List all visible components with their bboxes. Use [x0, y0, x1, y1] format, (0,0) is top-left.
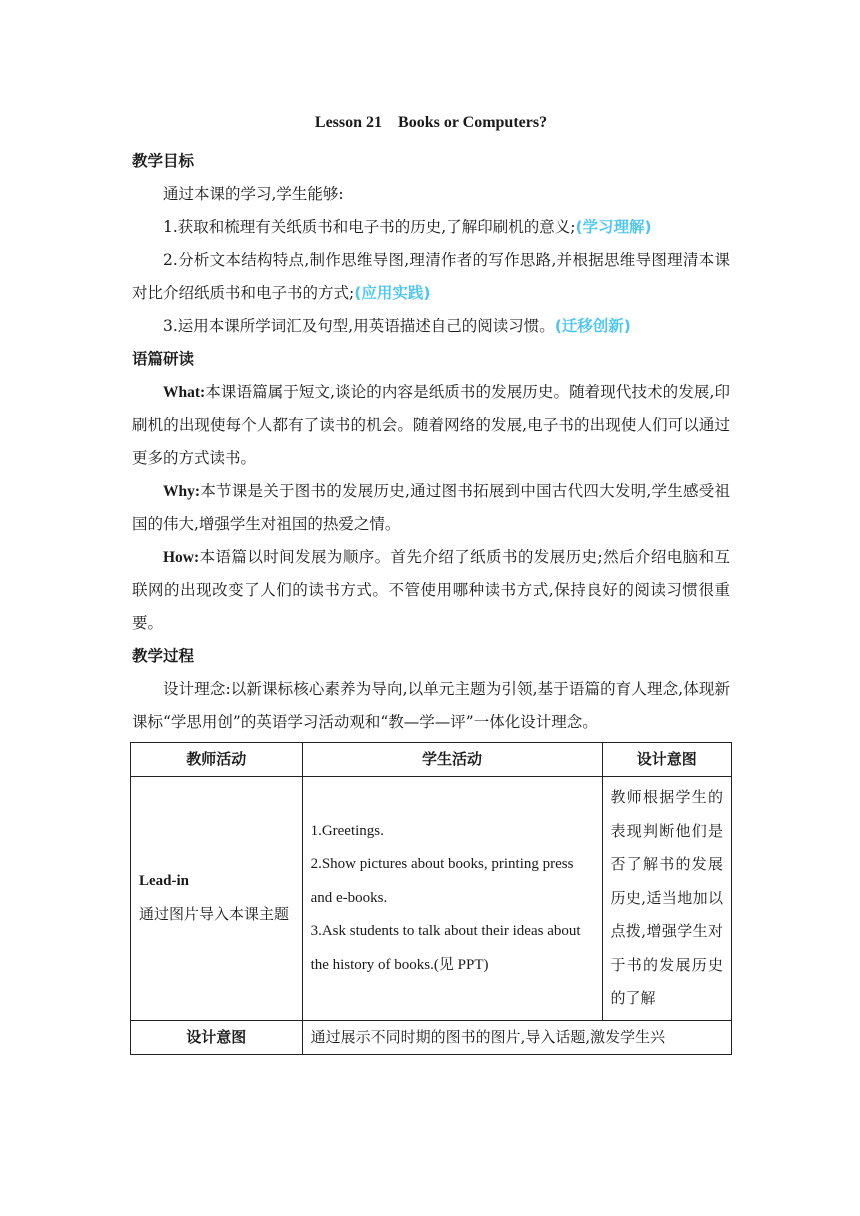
design-intent-label: 设计意图	[131, 1020, 303, 1054]
table-row	[131, 777, 732, 1021]
why-label: Why:	[163, 483, 201, 500]
objectives-intro: 通过本课的学习,学生能够:	[163, 185, 344, 203]
what-text: 本课语篇属于短文,谈论的内容是纸质书的发展历史。随着现代技术的发展,印刷机的出现使每个人都有了读书的机会。随着网络的发展,电子书的出现使人们可以通过更多的方式读书。	[132, 383, 730, 467]
lesson-title: Lesson 21 Books or Computers?	[314, 114, 548, 131]
lead-in-title: Lead-in	[139, 873, 190, 890]
how-text: 本语篇以时间发展为顺序。首先介绍了纸质书的发展历史;然后介绍电脑和互联网的出现改变了人们的读书方式。不管使用哪种读书方式,保持良好的阅读习惯很重要。	[132, 548, 730, 632]
header-intent: 设计意图	[602, 743, 731, 777]
analysis-how	[132, 541, 730, 640]
why-text: 本节课是关于图书的发展历史,通过图书拓展到中国古代四大发明,学生感受祖国的伟大,增强学生对祖国的热爱之情。	[132, 482, 730, 533]
intent-cell: 教师根据学生的表现判断他们是否了解书的发展历史,适当地加以点拨,增强学生对于书的发展历史的了解	[602, 777, 731, 1021]
objective-item-3	[132, 310, 730, 343]
what-label: What:	[163, 384, 206, 401]
header-teacher: 教师活动	[131, 743, 303, 777]
student-step-3: 3.Ask students to talk about their ideas about the history of books.(见 PPT)	[310, 923, 581, 973]
objective-item-2-text: 2.分析文本结构特点,制作思维导图,理清作者的写作思路,并根据思维导图理清本课对比介绍纸质书和电子书的方式;	[132, 251, 730, 302]
header-student: 学生活动	[302, 743, 602, 777]
student-step-1: 1.Greetings.	[310, 822, 384, 839]
objectives-heading: 教学目标	[132, 152, 195, 170]
objective-item-3-tag: (迁移创新)	[554, 317, 631, 335]
table-row	[131, 1020, 732, 1054]
objective-item-3-text: 3.运用本课所学词汇及句型,用英语描述自己的阅读习惯。	[163, 317, 555, 335]
lead-in-text: 通过图片导入本课主题	[139, 905, 290, 924]
analysis-what	[132, 376, 730, 475]
objective-item-1-tag: (学习理解)	[575, 218, 652, 236]
objective-item-2	[132, 244, 730, 310]
table-header-row	[131, 743, 732, 777]
objective-item-1-text: 1.获取和梳理有关纸质书和电子书的历史,了解印刷机的意义;	[163, 218, 576, 236]
objective-item-2-tag: (应用实践)	[354, 284, 431, 302]
activity-table	[130, 742, 732, 1055]
teacher-activity-cell	[131, 777, 303, 1021]
analysis-why	[132, 475, 730, 541]
design-intent-text: 通过展示不同时期的图书的图片,导入话题,激发学生兴	[302, 1020, 731, 1054]
student-activity-cell	[302, 777, 602, 1021]
document-page	[132, 112, 730, 1055]
how-label: How:	[163, 549, 200, 566]
student-step-2: 2.Show pictures about books, printing press and e-books.	[310, 856, 574, 906]
process-heading: 教学过程	[132, 647, 195, 665]
objective-item-1	[132, 211, 730, 244]
analysis-heading: 语篇研读	[132, 350, 195, 368]
process-concept: 设计理念:以新课标核心素养为导向,以单元主题为引领,基于语篇的育人理念,体现新课标“学思用创”的英语学习活动观和“教—学—评”一体化设计理念。	[132, 680, 730, 731]
